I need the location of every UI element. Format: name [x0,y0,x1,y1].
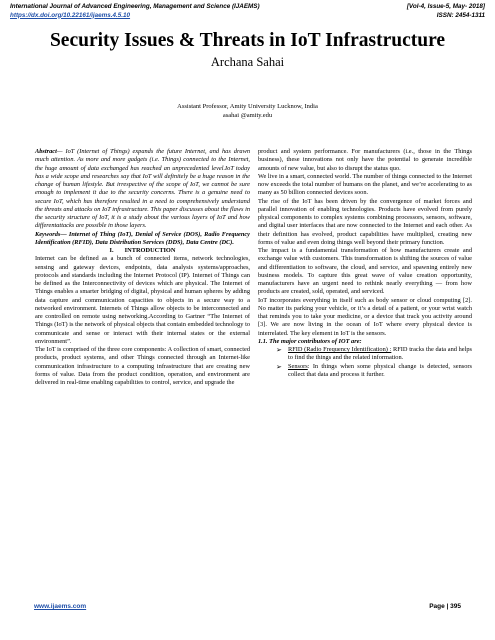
right-column [258,148,472,379]
abstract-text: — IoT (Internet of Things) expands the future Internet, and has drawn much attention. As more and more gadgets (i.e. Things) connected to the Internet, the huge amount of data exchanged has reached an unprecedented level.IoT today has a wide scope and researches say that IoT will definitely be a huge reason in the change of human lifestyle. But irrespective of the scope of IoT, we cannot be sure enough to implement it due to the security concerns. There is a genuine need to secure IoT, which has therefore resulted in a need to comprehensively understand the threats and attacks on IoT infrastructure. This paper discusses about the flaws in the security structure of IoT, it is a study about the various layers of IoT and how differentattacks are possible in those layers. [35,148,250,230]
subsection-heading: 1.1. The major contributors of IOT are: [258,337,362,345]
right-paragraph-5: IoT incorporates everything in itself such as body sensor or cloud computing [2]. No matter its parking your vehicle, or it’s a detail of a patient, or your wrist watch that reminds you to take your medicine, or a device that track you activity around [3]. We are now living in the ocean of IoT where every physical device is interrelated. The key element in IoT is the sensors. [258,296,472,337]
keywords-text: — Internet of Thing (IoT), Denial of Service (DOS), Radio Frequency Identification (RFID), Data Distribution Services (DDS), Data Centre (DC). [35,230,250,246]
keywords [35,231,250,248]
doi-header [10,12,485,19]
affiliation: Assistant Professor, Amity University Lucknow, India [177,103,318,110]
author-email[interactable]: asahai @amity.edu [222,112,273,119]
footer-website-link[interactable]: www.ijaems.com [34,603,87,610]
left-column [35,148,250,387]
issn: ISSN: 2454-1311 [436,11,485,19]
bullet-sensors [276,363,472,380]
keywords-label: Keywords [35,230,61,238]
bullet-description: : In things when some physical change is detected, sensors collect that data and process it further. [288,362,472,378]
paper-title: Security Issues & Threats in IoT Infrastructure [49,30,446,51]
intro-paragraph-2: The IoT is comprised of the three core components: A collection of smart, connected products, product systems, and other Things connected through an Internet-like communication infrastructure to a computing infrastructure that are creating new forms of value. Data from the product condition, operation, and environment are delivered in real-time enabling capabilities to control, service, and upgrade the [35,346,250,386]
journal-volume: [Vol-4, Issue-5, May- 2018] [406,3,485,10]
journal-name: International Journal of Advanced Engineering, Management and Science (IJAEMS) [10,3,260,10]
footer-page-number: Page | 395 [429,603,461,610]
right-paragraph-1: product and system performance. For manufacturers (i.e., those in the Things business), these innovations not only have the potential to generate incredible amounts of new value, but also to disrupt the status quo. [258,148,472,172]
abstract [35,148,250,231]
journal-header [10,3,485,10]
bullet-rfid [276,346,472,363]
section-heading-introduction: I. INTRODUCTION [109,247,176,254]
bullet-text [288,363,472,380]
bullet-term: Sensors [288,362,308,370]
arrow-bullet-icon: ➢ [276,346,282,354]
arrow-bullet-icon: ➢ [276,362,282,371]
bullet-term: RFID (Radio Frequency Identification) : [288,346,392,353]
right-paragraph-2: We live in a smart, connected world. The number of things connected to the Internet now exceeds the total number of humans on the planet, and we’re accelerating to as many as 50 billion connected devices soon. [258,172,472,197]
abstract-label: Abstract [35,148,57,155]
right-paragraph-3: The rise of the IoT has been driven by the convergence of market forces and parallel innovation of enabling technologies. Products have evolved from purely physical components to complex systems combining processors, sensors, software, and digital user interfaces that are now connected to the Internet and each other. As their definition has evolved, product capabilities have multiplied, creating new forms of value and even doing things well beyond their primary function. [258,197,472,246]
bullet-text [288,346,472,363]
right-paragraph-4: The impact is a fundamental transformation of how manufacturers create and exchange value with customers. This transformation is shifting the sources of value and differentiation to software, the cloud, and service, and spawning entirely new business models. To capture this great wave of value creation opportunity, manufacturers have an urgent need to rethink nearly everything — from how products are created, sold, operated, and serviced. [258,247,472,296]
intro-paragraph-1: Internet can be defined as a bunch of connected items, network technologies, sensing and gateway devices, endpoints, data analysis systems/approaches, protocols and standards including the Internet Protocol (IP). Internet of Things can be defined as the Interconnectivity of devices which are physical. The Internet of Things enables a smarter bridging of digital, physical and human spheres by adding data capture and communication capacities to objects in a secure way to a networked environment. Internets of Things allow objects to be interconnected and are controlled on remote using networking.According to Gartner “The Internet of Things (IoT) is the network of physical objects that contain embedded technology to communicate and sense or interact with their internal states or the external environment”. [35,255,250,345]
bullet-description: RFID tracks the data and helps to find the things and the related information. [288,346,473,362]
author-name: Archana Sahai [210,55,285,69]
doi-link[interactable]: https://dx.doi.org/10.22161/ijaems.4.5.10 [10,11,131,19]
